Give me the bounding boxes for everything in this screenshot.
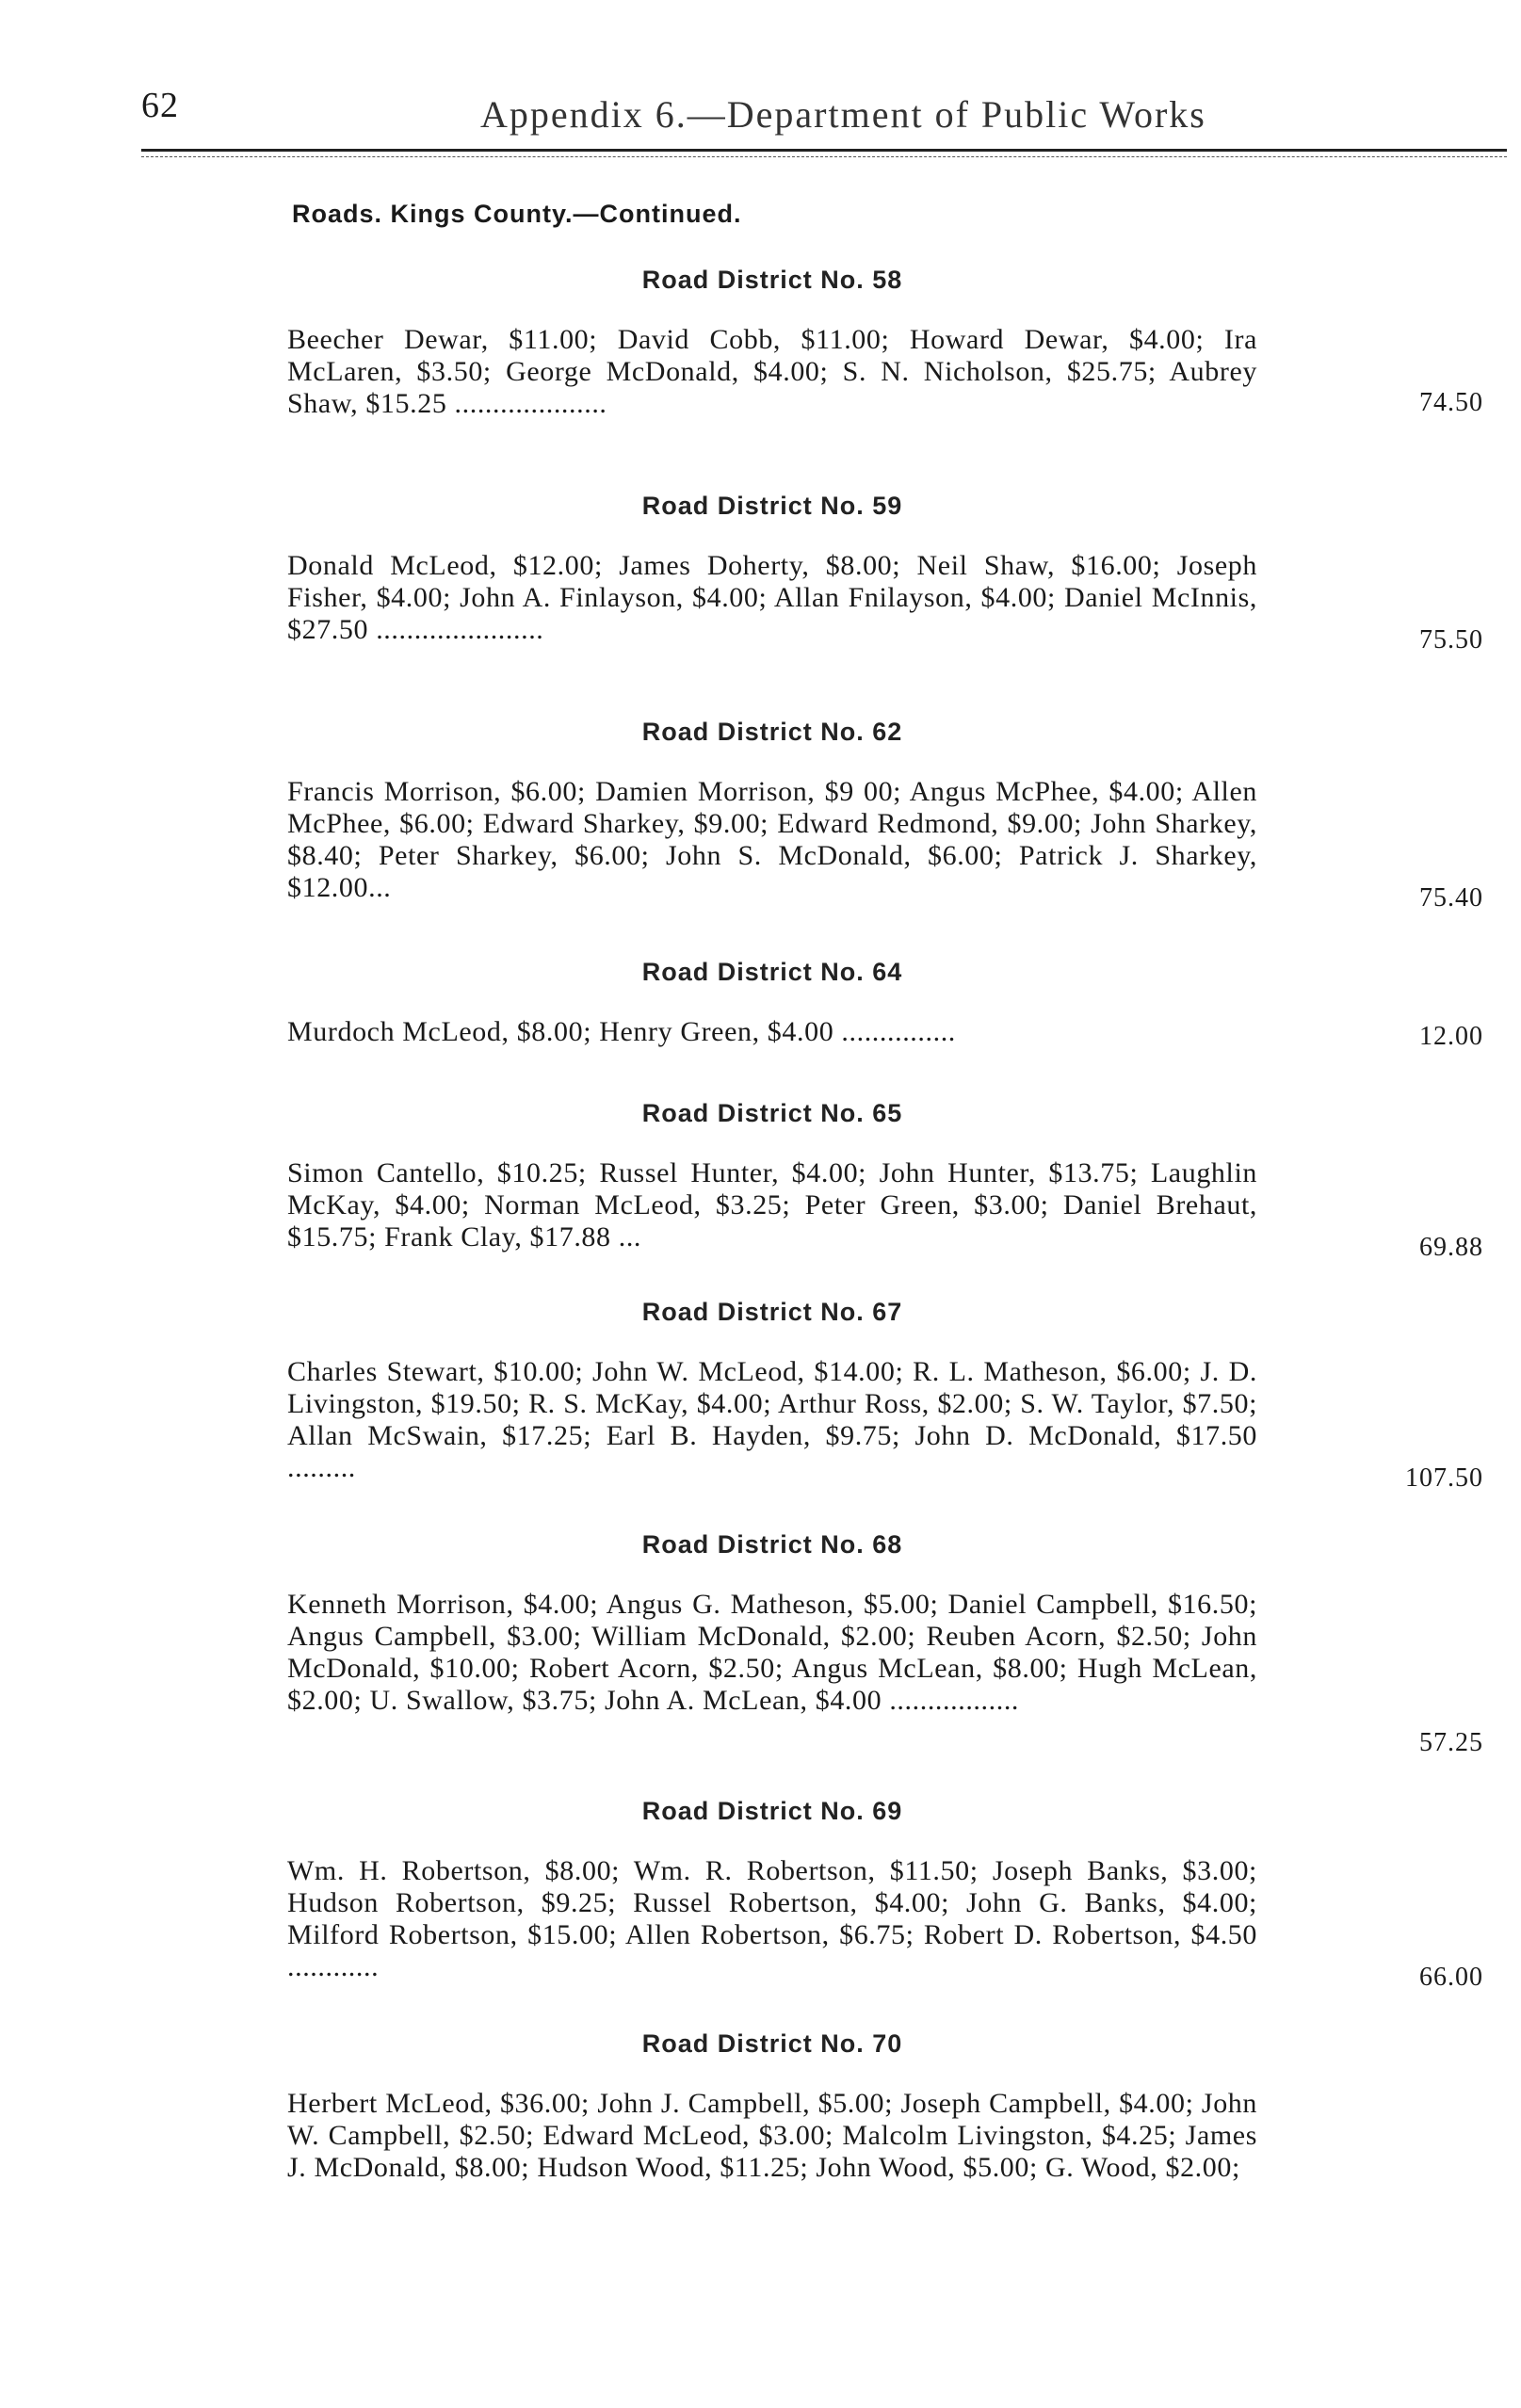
district-total: 69.88 [1419, 1233, 1483, 1262]
district-title: Road District No. 68 [641, 1530, 903, 1559]
district-title: Road District No. 62 [641, 718, 903, 746]
district-total: 75.50 [1419, 625, 1483, 655]
header-rule-dashed [141, 156, 1507, 157]
district-payees: Charles Stewart, $10.00; John W. McLeod, $14.00; R. L. Matheson, $6.00; J. D. Livingston, $19.50; R. S. McKay, $4.00; Arthur Ross, $2.00; S. W. Taylor, $7.50; Allan McSwain, $17.25; Earl B. Hayden, $9.75; John D. McDonald, $17.50 ......... [287, 1356, 1257, 1483]
district-payees: Donald McLeod, $12.00; James Doherty, $8.00; Neil Shaw, $16.00; Joseph Fisher, $4.00; John A. Finlayson, $4.00; Allan Fnilayson, $4.00; Daniel McInnis, $27.50 ...................... [287, 550, 1257, 645]
page-header [141, 85, 1507, 151]
district-total: 66.00 [1419, 1963, 1483, 1992]
district-payees: Francis Morrison, $6.00; Damien Morrison, $9 00; Angus McPhee, $4.00; Allen McPhee, $6.00; Edward Sharkey, $9.00; Edward Redmond, $9.00; John Sharkey, $8.40; Peter Sharkey, $6.00; John S. McDonald, $6.00; Patrick J. Sharkey, $12.00... [287, 776, 1257, 903]
district-total: 74.50 [1419, 388, 1483, 417]
district-payees: Beecher Dewar, $11.00; David Cobb, $11.00; Howard Dewar, $4.00; Ira McLaren, $3.50; George McDonald, $4.00; S. N. Nicholson, $25.75; Aubrey Shaw, $15.25 .................... [287, 324, 1257, 419]
district-title: Road District No. 69 [641, 1797, 903, 1825]
district-total: 12.00 [1419, 1022, 1483, 1051]
district-total: 75.40 [1419, 883, 1483, 913]
district-payees: Wm. H. Robertson, $8.00; Wm. R. Robertson, $11.50; Joseph Banks, $3.00; Hudson Robertson, $9.25; Russel Robertson, $4.00; John G. Banks, $4.00; Milford Robertson, $15.00; Allen Robertson, $6.75; Robert D. Robertson, $4.50 ............ [287, 1855, 1257, 1982]
district-payees: Simon Cantello, $10.25; Russel Hunter, $4.00; John Hunter, $13.75; Laughlin McKay, $4.00; Norman McLeod, $3.25; Peter Green, $3.00; Daniel Brehaut, $15.75; Frank Clay, $17.88 ... [287, 1157, 1257, 1252]
running-title: Appendix 6.—Department of Public Works [480, 93, 1206, 136]
district-title: Road District No. 67 [641, 1298, 903, 1326]
district-title: Road District No. 59 [641, 492, 903, 520]
district-title: Road District No. 58 [641, 266, 903, 294]
header-rule [141, 149, 1507, 152]
district-total: 57.25 [1419, 1728, 1483, 1757]
district-payees: Herbert McLeod, $36.00; John J. Campbell, $5.00; Joseph Campbell, $4.00; John W. Campbell, $2.50; Edward McLeod, $3.00; Malcolm Livingston, $4.25; James J. McDonald, $8.00; Hudson Wood, $11.25; John Wood, $5.00; G. Wood, $2.00; [287, 2088, 1257, 2183]
district-title: Road District No. 70 [641, 2029, 903, 2058]
district-total: 107.50 [1405, 1463, 1483, 1493]
page-number: 62 [141, 86, 179, 125]
district-payees: Murdoch McLeod, $8.00; Henry Green, $4.00 ............... [287, 1016, 956, 1047]
section-heading: Roads. Kings County.—Continued. [292, 200, 742, 228]
district-payees: Kenneth Morrison, $4.00; Angus G. Matheson, $5.00; Daniel Campbell, $16.50; Angus Campbell, $3.00; William McDonald, $2.00; Reuben Acorn, $2.50; John McDonald, $10.00; Robert Acorn, $2.50; Angus McLean, $8.00; Hugh McLean, $2.00; U. Swallow, $3.75; John A. McLean, $4.00 ................. [287, 1589, 1257, 1716]
district-title: Road District No. 64 [641, 958, 903, 986]
district-title: Road District No. 65 [641, 1099, 903, 1127]
